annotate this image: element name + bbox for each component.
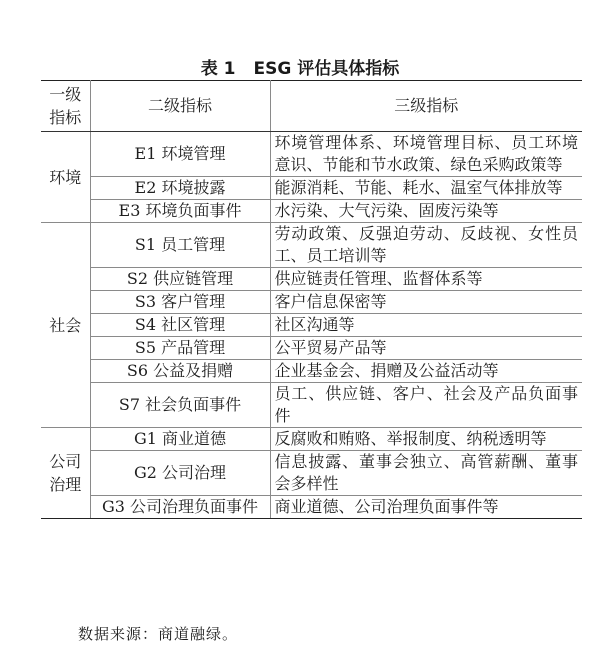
group-social: 社会 (41, 223, 90, 428)
level3-cell: 客户信息保密等 (270, 291, 582, 314)
table-row (41, 132, 582, 177)
level2-cell: S3 客户管理 (90, 291, 270, 314)
table-row (41, 496, 582, 519)
level3-cell: 供应链责任管理、监督体系等 (270, 268, 582, 291)
level2-cell: S1 员工管理 (90, 223, 270, 268)
table-row (41, 268, 582, 291)
table-row (41, 314, 582, 337)
table-row (41, 291, 582, 314)
group-governance: 公司 治理 (41, 428, 90, 519)
table-row (41, 428, 582, 451)
level3-cell: 公平贸易产品等 (270, 337, 582, 360)
table-row (41, 200, 582, 223)
table-title: ESG 评估具体指标 (253, 59, 400, 79)
level3-cell: 水污染、大气污染、固废污染等 (270, 200, 582, 223)
esg-indicator-table (41, 80, 582, 519)
level3-cell: 环境管理体系、环境管理目标、员工环境意识、节能和节水政策、绿色采购政策等 (270, 132, 582, 177)
header-row (41, 81, 582, 132)
level2-cell: S6 公益及捐赠 (90, 360, 270, 383)
level3-cell: 社区沟通等 (270, 314, 582, 337)
level2-cell: G1 商业道德 (90, 428, 270, 451)
table-row (41, 360, 582, 383)
level3-cell: 信息披露、董事会独立、高管薪酬、董事会多样性 (270, 451, 582, 496)
group-environment: 环境 (41, 132, 90, 223)
table-number: 表 1 (200, 59, 236, 79)
level2-cell: S5 产品管理 (90, 337, 270, 360)
header-level1: 一级 指标 (41, 81, 90, 132)
table-row (41, 177, 582, 200)
header-level2: 二级指标 (90, 81, 270, 132)
level2-cell: S7 社会负面事件 (90, 383, 270, 428)
header-level3: 三级指标 (270, 81, 582, 132)
level2-cell: G3 公司治理负面事件 (90, 496, 270, 519)
level2-cell: E1 环境管理 (90, 132, 270, 177)
level2-cell: G2 公司治理 (90, 451, 270, 496)
level3-cell: 能源消耗、节能、耗水、温室气体排放等 (270, 177, 582, 200)
level2-cell: S4 社区管理 (90, 314, 270, 337)
table-row (41, 451, 582, 496)
table-row (41, 223, 582, 268)
table-caption (0, 54, 600, 79)
level2-cell: E2 环境披露 (90, 177, 270, 200)
level3-cell: 商业道德、公司治理负面事件等 (270, 496, 582, 519)
data-source-note: 数据来源：商道融绿。 (78, 625, 239, 643)
level3-cell: 员工、供应链、客户、社会及产品负面事件 (270, 383, 582, 428)
level3-cell: 企业基金会、捐赠及公益活动等 (270, 360, 582, 383)
level2-cell: S2 供应链管理 (90, 268, 270, 291)
table-row (41, 383, 582, 428)
table-row (41, 337, 582, 360)
level3-cell: 劳动政策、反强迫劳动、反歧视、女性员工、员工培训等 (270, 223, 582, 268)
level2-cell: E3 环境负面事件 (90, 200, 270, 223)
level3-cell: 反腐败和贿赂、举报制度、纳税透明等 (270, 428, 582, 451)
